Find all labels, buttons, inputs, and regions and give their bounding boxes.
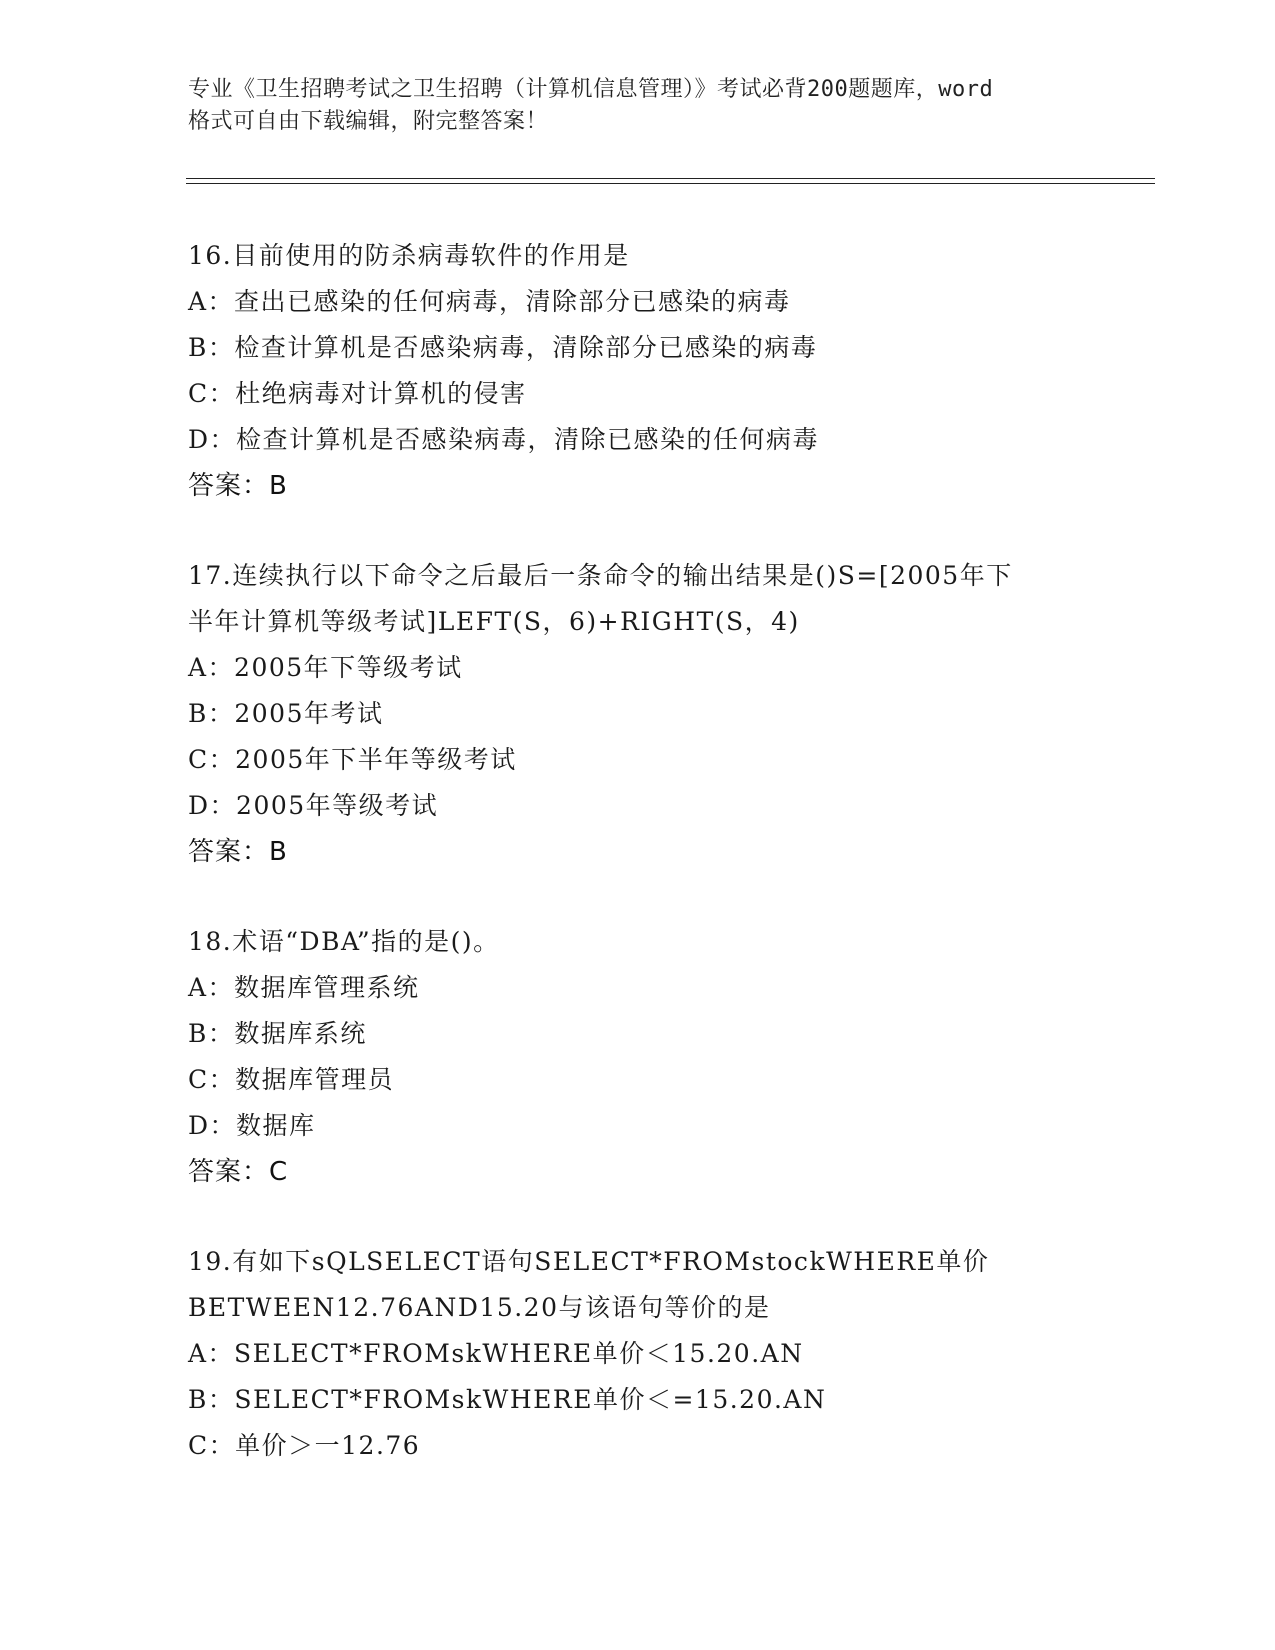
answer-option: A：数据库管理系统 <box>188 973 420 1002</box>
question-spacer <box>188 509 1088 553</box>
answer-option: D：数据库 <box>188 1111 316 1140</box>
header-divider-bottom <box>186 183 1155 184</box>
question-stem: 16.目前使用的防杀病毒软件的作用是 <box>188 241 630 270</box>
answer-option: B：2005年考试 <box>188 699 384 728</box>
question-spacer <box>188 1195 1088 1239</box>
answer-key: 答案：C <box>188 1157 289 1187</box>
header-line-2: 格式可自由下载编辑，附完整答案！ <box>188 109 549 134</box>
question-block <box>188 1239 1088 1469</box>
question-block <box>188 919 1088 1195</box>
question-stem: BETWEEN12.76AND15.20与该语句等价的是 <box>188 1293 771 1322</box>
question-spacer <box>188 875 1088 919</box>
question-stem: 半年计算机等级考试]LEFT(S，6)+RIGHT(S，4) <box>188 607 800 636</box>
answer-option: C：单价＞一12.76 <box>188 1431 421 1460</box>
answer-option: B：数据库系统 <box>188 1019 367 1048</box>
answer-option: A：2005年下等级考试 <box>188 653 463 682</box>
answer-option: C：杜绝病毒对计算机的侵害 <box>188 379 527 408</box>
question-stem: 18.术语“DBA”指的是()。 <box>188 927 500 956</box>
answer-option: B：检查计算机是否感染病毒，清除部分已感染的病毒 <box>188 333 818 362</box>
answer-option: D：检查计算机是否感染病毒，清除已感染的任何病毒 <box>188 425 820 454</box>
question-block <box>188 233 1088 509</box>
answer-option: A：查出已感染的任何病毒，清除部分已感染的病毒 <box>188 287 791 316</box>
answer-key: 答案：B <box>188 471 288 501</box>
answer-option: C：数据库管理员 <box>188 1065 395 1094</box>
question-stem: 17.连续执行以下命令之后最后一条命令的输出结果是()S=[2005年下 <box>188 561 1013 590</box>
question-list <box>188 233 1088 1469</box>
header-line-1: 专业《卫生招聘考试之卫生招聘（计算机信息管理）》考试必背200题题库，word <box>188 77 994 102</box>
answer-key: 答案：B <box>188 837 288 867</box>
question-stem: 19.有如下sQLSELECT语句SELECT*FROMstockWHERE单价 <box>188 1247 990 1276</box>
answer-option: C：2005年下半年等级考试 <box>188 745 517 774</box>
header-divider-top <box>186 178 1155 179</box>
answer-option: A：SELECT*FROMskWHERE单价＜15.20.AN <box>188 1339 804 1368</box>
answer-option: D：2005年等级考试 <box>188 791 439 820</box>
document-header <box>188 74 1088 138</box>
question-block <box>188 553 1088 875</box>
answer-option: B：SELECT*FROMskWHERE单价＜=15.20.AN <box>188 1385 827 1414</box>
